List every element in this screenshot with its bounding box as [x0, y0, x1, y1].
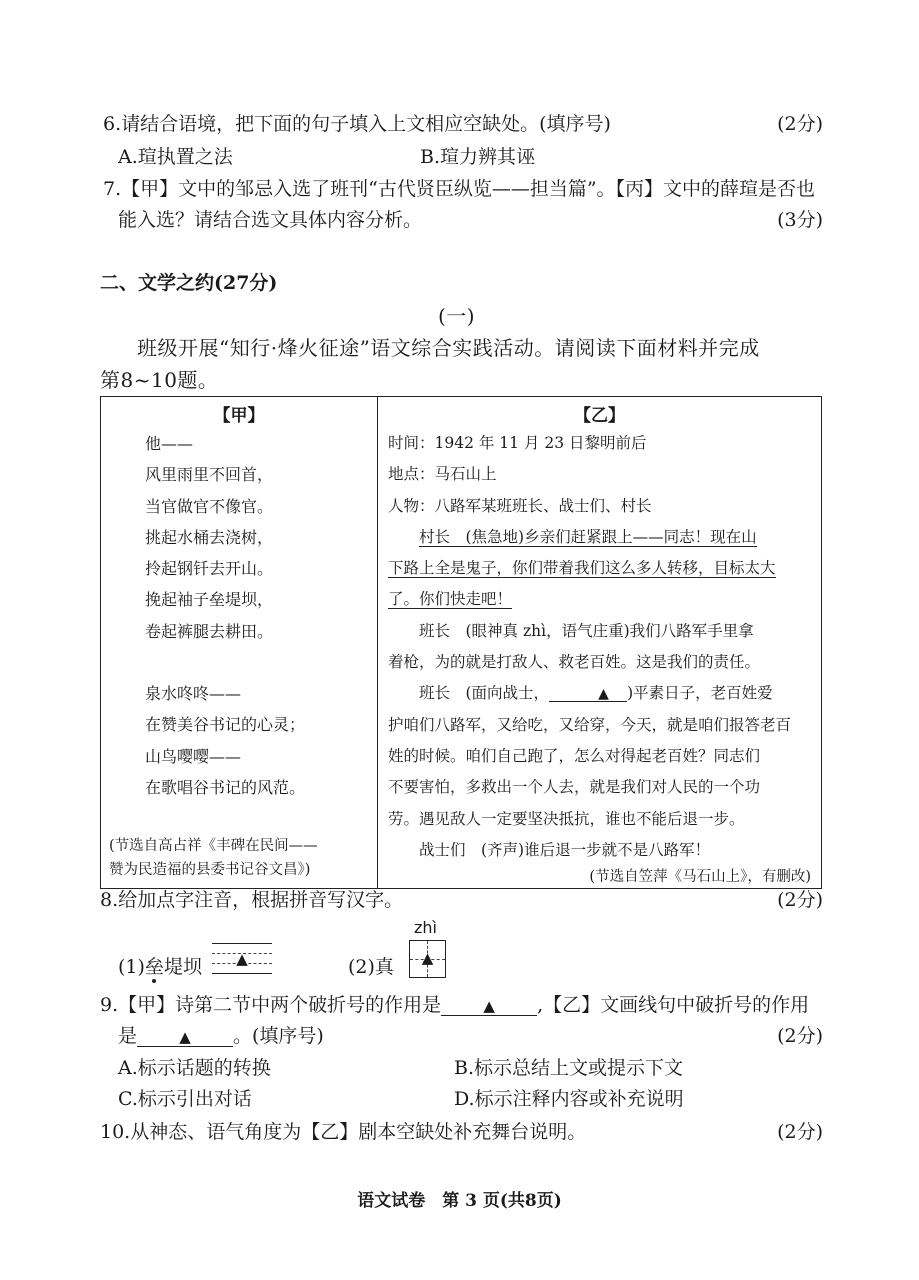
section-title: 二、文学之约(27分) — [100, 272, 278, 294]
pinyin-writing-lines[interactable] — [212, 943, 272, 975]
poem-line: 泉水咚咚—— — [145, 684, 242, 704]
q7-line2: 能入选？请结合选文具体内容分析。 — [118, 209, 423, 231]
q9-option-b: B.标示总结上文或提示下文 — [454, 1057, 684, 1079]
material-yi — [378, 397, 822, 889]
q8-text: 8.给加点字注音，根据拼音写汉字。 — [100, 889, 404, 911]
squad-leader-2b: 护咱们八路军，又给吃，又给穿，今天，就是咱们报答老百 — [388, 715, 792, 734]
poem-line: 卷起裤腿去耕田。 — [145, 621, 274, 641]
play-place: 地点：马石山上 — [388, 465, 497, 484]
squad-leader-2d: 不要害怕，多救出一个人去，就是我们对人民的一个功 — [388, 778, 761, 797]
q10-score: (2分) — [777, 1121, 823, 1143]
q6-text: 6.请结合语境，把下面的句子填入上文相应空缺处。(填序号) — [103, 113, 611, 135]
q6-option-b: B.瑄力辨其诬 — [420, 146, 536, 168]
poem-line: 挑起水桶去浇树， — [145, 527, 274, 547]
q9-option-c: C.标示引出对话 — [118, 1088, 252, 1110]
character-writing-box[interactable] — [409, 940, 446, 978]
squad-leader-2e: 劳。遇见敌人一定要坚决抵抗，谁也不能后退一步。 — [388, 809, 745, 828]
jia-header: 【甲】 — [213, 406, 265, 426]
dotted-char: 垒 — [144, 956, 164, 978]
play-source: (节选自笠萍《马石山上》，有删改) — [589, 869, 811, 886]
q6-option-a: A.瑄执置之法 — [118, 146, 233, 168]
poem-line: 拎起钢钎去开山。 — [145, 559, 274, 579]
poem-line: 他—— — [145, 434, 194, 453]
q8-part2: (2)真 — [348, 956, 394, 978]
q9-blank-1[interactable]: ▲ — [441, 997, 537, 1016]
q9-option-a: A.标示话题的转换 — [118, 1057, 271, 1079]
q9-score: (2分) — [777, 1025, 823, 1047]
play-people: 人物：八路军某班班长、战士们、村长 — [388, 496, 652, 515]
poem-line: 挽起袖子垒堤坝， — [145, 590, 274, 610]
village-head-line3: 了。你们快走吧！ — [388, 590, 513, 609]
yi-header: 【乙】 — [574, 406, 625, 426]
section-sub: (一) — [438, 304, 476, 328]
q8-part1: (1)垒堤坝 — [118, 956, 202, 978]
squad-leader-1b: 着枪，为的就是打敌人、救老百姓。这是我们的责任。 — [388, 653, 761, 672]
play — [378, 428, 821, 866]
village-head-line2: 下路上全是鬼子，你们带着我们这么多人转移，目标太大 — [388, 559, 776, 578]
play-time: 时间：1942 年 11 月 23 日黎明前后 — [388, 434, 647, 452]
poem-source — [101, 834, 318, 882]
poem-source-line2: 赞为民造福的县委书记谷文昌》) — [109, 862, 311, 879]
q9-line2: 是 ▲ 。(填序号) — [118, 1025, 324, 1047]
material-table — [100, 396, 822, 889]
squad-leader-1a: 班长 (眼神真 zhì，语气庄重)我们八路军手里拿 — [419, 621, 754, 640]
poem — [101, 428, 377, 803]
q8-score: (2分) — [777, 889, 823, 911]
page-footer: 语文试卷 第 3 页(共8页) — [357, 1191, 562, 1211]
material-jia — [101, 397, 378, 889]
q9-blank-2[interactable]: ▲ — [137, 1028, 233, 1047]
q8-pinyin: zhì — [414, 918, 437, 937]
section-intro-line2: 第8~10题。 — [100, 368, 219, 392]
poem-source-line1: (节选自高占祥《丰碑在民间—— — [109, 838, 318, 855]
q10-text: 10.从神态、语气角度为【乙】剧本空缺处补充舞台说明。 — [100, 1121, 587, 1143]
village-head-line1: 村长 (焦急地)乡亲们赶紧跟上——同志！现在山 — [419, 527, 757, 546]
answer-mark: ▲ — [421, 949, 434, 967]
soldiers-line: 战士们 (齐声)谁后退一步就不是八路军！ — [419, 840, 711, 859]
squad-leader-2c: 姓的时候。咱们自己跑了，怎么对得起老百姓？同志们 — [388, 746, 761, 765]
poem-line: 在赞美谷书记的心灵； — [145, 715, 306, 735]
q6-score: (2分) — [777, 113, 823, 135]
stage-direction-blank[interactable]: ▲ — [549, 687, 627, 702]
section-intro-line1: 班级开展“知行·烽火征途”语文综合实践活动。请阅读下面材料并完成 — [137, 336, 760, 360]
q7-line1: 7.【甲】文中的邹忌入选了班刊“古代贤臣纵览——担当篇”。【丙】文中的薛瑄是否也 — [103, 178, 816, 200]
q9-option-d: D.标示注释内容或补充说明 — [454, 1088, 684, 1110]
poem-line: 山鸟嘤嘤—— — [145, 746, 242, 766]
poem-line: 在歌唱谷书记的风范。 — [145, 777, 306, 797]
q9-line1: 9.【甲】诗第二节中两个破折号的作用是 ▲ ,【乙】文画线句中破折号的作用 — [100, 994, 810, 1016]
poem-line: 当官做官不像官。 — [145, 496, 274, 516]
answer-mark: ▲ — [236, 950, 248, 968]
poem-line: 风里雨里不回首， — [145, 465, 274, 485]
q7-score: (3分) — [777, 209, 823, 231]
squad-leader-2a: 班长 (面向战士， ▲ )平素日子，老百姓爱 — [419, 684, 773, 703]
